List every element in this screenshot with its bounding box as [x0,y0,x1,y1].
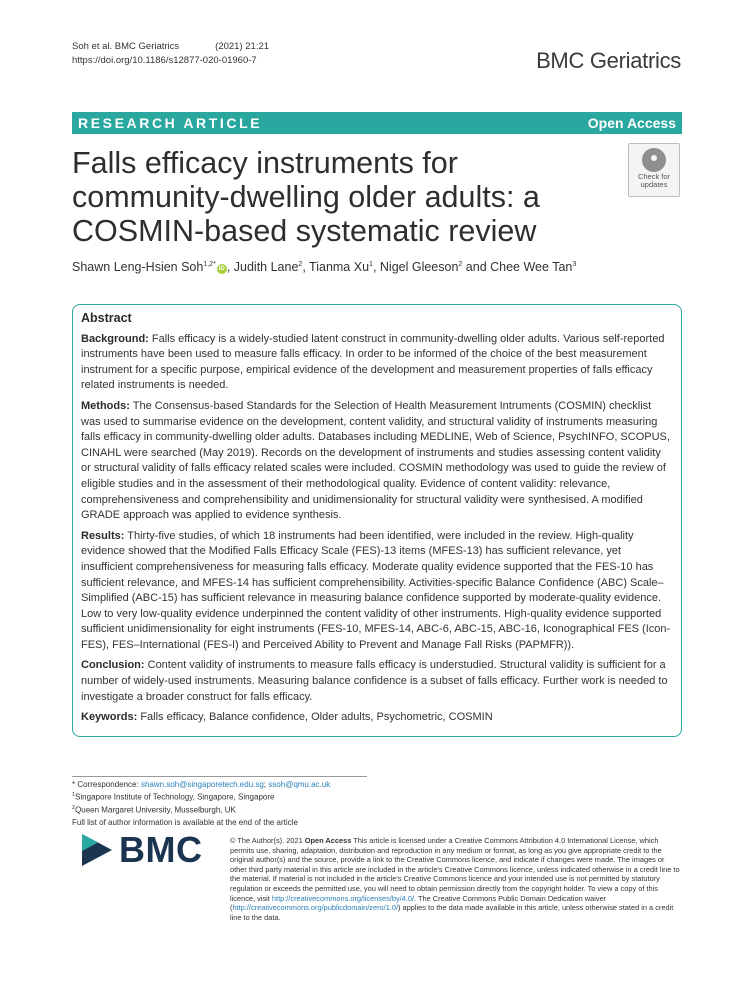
email-link-1[interactable]: shawn.soh@singaporetech.edu.sg [140,780,264,789]
license-text: © The Author(s). 2021 Open Access This article is licensed under a Creative Commons Attribution 4.0 International License, which permits use, sharing, adaptation, distribution and reproduction in any medium or format, as long as you give appropriate credit to the original author(s) and the source, provide a link to the Creative Commons licence, and indicate if changes were made. The images or other third party material in this article are included in the article's Creative Commons licence, unless indicated otherwise in a credit line to the material. If material is not included in the article's Creative Commons licence and your intended use is not permitted by statutory regulation or exceeds the permitted use, you will need to obtain permission directly from the copyright holder. To view a copy of this licence, visit http://creativecommons.org/licenses/by/4.0/. The Creative Commons Public Domain Dedication waiver (http://creativecommons.org/publicdomain/zero/1.0/) applies to the data made available in this article, unless otherwise stated in a credit line to the data. [230,836,680,922]
correspondence: * Correspondence: shawn.soh@singaporetech.edu.sg; ssoh@qmu.ac.uk [72,780,331,789]
abstract-box [72,304,682,737]
abstract-methods: Methods: The Consensus-based Standards for the Selection of Health Measurement Intruments (COSMIN) checklist was used to summarise evidence on the development, content validity, and structural validity of instruments measuring falls efficacy in community-dwelling older adults. Databases including MEDLINE, Web of Science, PsychINFO, SCOPUS, CINAHL were searched (May 2019). Records on the development of instruments and studies assessing content validity or structural validity of falls efficacy related scales were included. COSMIN methodology was used to guide the review of eligible studies and in the assessment of their methodological quality. Evidence of content validity: relevance, comprehensiveness and comprehensibility and unidimensionality for structural validity were synthesised. A modified GRADE approach was applied to evidence synthesis. [81,399,670,522]
affiliation-1: $^1$Singapore Institute of Technology, Singapore, Singapore [72,792,275,803]
author-name: Chee Wee Tan [490,260,573,274]
footnote-divider [72,776,367,777]
bmc-wordmark: BMC [119,829,203,870]
journal-brand: BMC Geriatrics [536,48,681,73]
abstract-keywords: Keywords: Falls efficacy, Balance confidence, Older adults, Psychometric, COSMIN [81,711,493,724]
article-meta [72,40,269,68]
cc-zero-link[interactable]: http://creativecommons.org/publicdomain/zero/1.0/ [232,903,399,913]
article-type-banner [72,112,682,134]
author-name: Nigel Gleeson [379,260,459,274]
email-link-2[interactable]: ssoh@qmu.ac.uk [268,780,331,789]
open-access-label: Open Access [587,115,676,131]
article-title: Falls efficacy instruments for community-dwelling older adults: a COSMIN-based systematic review [72,146,540,248]
bmc-mark-icon [82,832,112,868]
author-affiliation-mark: 1,2* [203,260,216,268]
author-name: Tianma Xu [309,260,370,274]
year-volume: (2021) 21:21 [215,41,270,52]
abstract-conclusion: Conclusion: Content validity of instruments to measure falls efficacy is understudied. Structural validity is sufficient for a number of widely-used instruments. Measuring balance confidence is a subset of falls efficacy. Further work is needed to investigate a broader construct for falls efficacy. [81,659,668,703]
check-updates-line2: updates [640,180,668,189]
author-list: Shawn Leng-Hsien Soh$^{1,2*}$iD , Judith Lane$^2$, Tianma Xu$^1$, Nigel Gleeson$^2$ and Chee Wee Tan$^3$ [72,260,577,274]
author-name: Judith Lane [233,260,299,274]
author-affiliation-mark: 3 [572,260,577,268]
orcid-icon[interactable]: iD [218,266,225,272]
author-affiliation-mark: 2 [458,260,463,268]
abstract-results: Results: Thirty-five studies, of which 18 instruments had been identified, were included in the review. High-quality evidence showed that the Modified Falls Efficacy Scale (FES)-13 items (MFES-13) has sufficient relevance, yet insufficient comprehensiveness for measuring falls efficacy. Moderate quality evidence supported that the FES-10 has sufficient relevance, and MFES-14 has sufficient comprehensibility. Activities-specific Balance Confidence (ABC) Scale–Simplified (ABC-15) has sufficient relevance in measuring balance confidence supported by moderate-quality evidence. Low to very low-quality evidence underpinned the content validity of other instruments. High-quality evidence supported sufficient unidimensionality for eight instruments (FES-10, MFES-14, ABC-6, ABC-15, ABC-16, Iconographical FES (Icon-FES), FES–International (FES-I) and Perceived Ability to Prevent and Manage Fall Risks (PAPMFR)). [81,529,671,651]
check-for-updates-button[interactable] [628,143,680,197]
author-name: Shawn Leng-Hsien Soh [72,260,204,274]
author-affiliation-mark: 2 [298,260,303,268]
bmc-logo [82,829,203,870]
article-type: RESEARCH ARTICLE [78,115,263,131]
doi-link[interactable]: https://doi.org/10.1186/s12877-020-01960-7 [72,55,257,66]
cc-by-link[interactable]: http://creativecommons.org/licenses/by/4.0/ [271,893,415,903]
citation: Soh et al. BMC Geriatrics [72,41,180,52]
abstract-heading: Abstract [81,311,132,325]
check-updates-line1: Check for [637,172,671,181]
abstract-background: Background: Falls efficacy is a widely-studied latent construct in community-dwelling older adults. Various self-reported instruments have been used to measure falls efficacy. In order to be informed of the choice of the best measurement instrument for a specific purpose, empirical evidence of the development and measurement properties of falls efficacy related instruments is needed. [81,332,665,392]
update-icon [642,148,666,172]
affiliation-2: $^2$Queen Margaret University, Musselburgh, UK [72,805,236,816]
footnotes [72,779,330,828]
author-info-note: Full list of author information is available at the end of the article [72,817,298,827]
author-affiliation-mark: 1 [369,260,373,268]
